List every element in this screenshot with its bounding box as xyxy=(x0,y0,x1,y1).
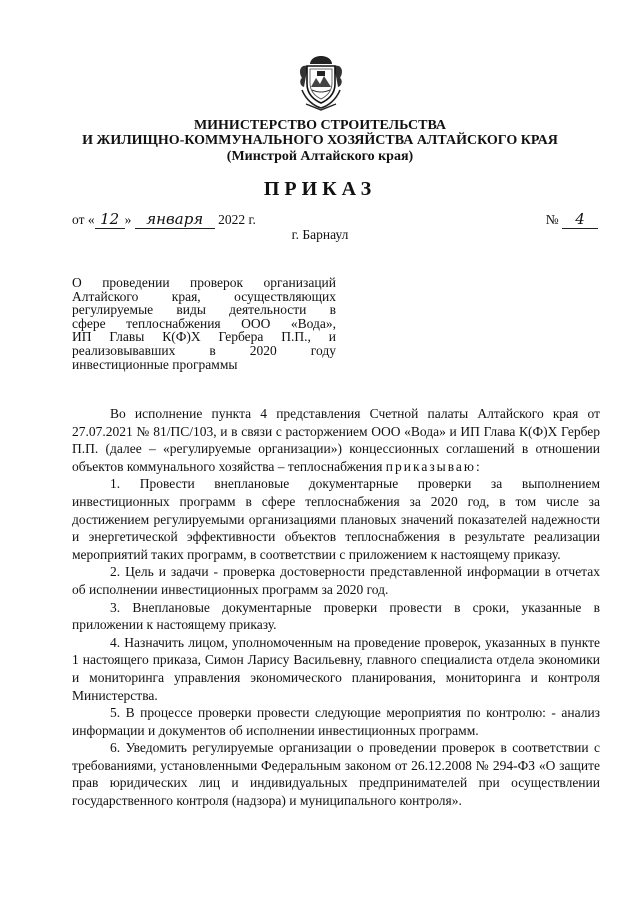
ministry-short-name: (Минстрой Алтайского края) xyxy=(226,149,414,164)
date-mid: » xyxy=(124,212,132,227)
date-day: 12 xyxy=(95,210,125,229)
subject-line: регулируемые виды деятельности в xyxy=(72,302,336,318)
ministry-name-line2: И ЖИЛИЩНО-КОММУНАЛЬНОГО ХОЗЯЙСТВА АЛТАЙСКОГО КРАЯ xyxy=(82,133,558,148)
number-value: 4 xyxy=(562,210,598,229)
subject-line: инвестиционные программы xyxy=(72,356,238,372)
city: г. Барнаул xyxy=(291,227,349,242)
number-label: № xyxy=(545,212,559,227)
order-item-4: 4. Назначить лицом, уполномоченным на проведение проверок, указанных в пункте 1 настоящего приказа, Симон Ларису Васильевну, главного специалиста отдела экономики и мониторинга управления экономического планирования, мониторинга и контроля Министерства. xyxy=(72,634,600,703)
order-item-2: 2. Цель и задачи - проверка достоверности представленной информации в отчетах об исполнении инвестиционных программ за 2020 год. xyxy=(72,564,600,597)
date-year: 2022 г. xyxy=(218,212,256,227)
document-type-title: ПРИКАЗ xyxy=(263,178,377,200)
order-item-5: 5. В процессе проверки провести следующие мероприятия по контролю: - анализ информации и документов об исполнении инвестиционных программ. xyxy=(72,705,600,738)
subject-line: ИП Главы К(Ф)Х Гербера П.П., и xyxy=(72,329,336,345)
order-word: приказываю: xyxy=(385,458,482,474)
altai-coat-of-arms-icon xyxy=(296,54,346,112)
subject-line: сфере теплоснабжения ООО «Вода», xyxy=(72,315,336,331)
order-item-6: 6. Уведомить регулируемые организации о проведении проверок в соответствии с требованиями, установленными Федеральным законом от 26.12.2008 № 294-ФЗ «О защите прав юридических лиц и индивидуальных предпринимателей при осуществлении государственного контроля (надзора) и муниципального контроля». xyxy=(72,740,600,809)
order-subject xyxy=(72,276,336,371)
date-prefix: от « xyxy=(72,212,95,227)
date-month: января xyxy=(135,210,215,229)
subject-line: Алтайского края, осуществляющих xyxy=(72,288,336,304)
intro-paragraph xyxy=(72,405,600,475)
intro-text: Во исполнение пункта 4 представления Счетной палаты Алтайского края от 27.07.2021 № 81/ПС/103, и в связи с расторжением ООО «Вода» и ИП Глава К(Ф)Х Гербер П.П. (далее – «регулируемые организации») концессионных соглашений в отношении объектов коммунального хозяйства – теплоснабжения xyxy=(72,406,600,474)
order-body xyxy=(72,405,600,810)
order-item-1: 1. Провести внеплановые документарные проверки за выполнением инвестиционных программ в сфере теплоснабжения за 2020 год, в том числе за достижением регулируемыми организациями плановых значений показателей надежности и энергетической эффективности объектов теплоснабжения в результате реализации мероприятий таких программ, в соответствии с приложением к настоящему приказу. xyxy=(72,476,600,562)
ministry-name-line1: МИНИСТЕРСТВО СТРОИТЕЛЬСТВА xyxy=(193,118,447,133)
order-item-3: 3. Внеплановые документарные проверки провести в сроки, указанные в приложении к настоящему приказу. xyxy=(72,599,600,633)
subject-line: О проведении проверок организаций xyxy=(72,275,336,290)
subject-line: реализовывавших в 2020 году xyxy=(72,342,336,358)
